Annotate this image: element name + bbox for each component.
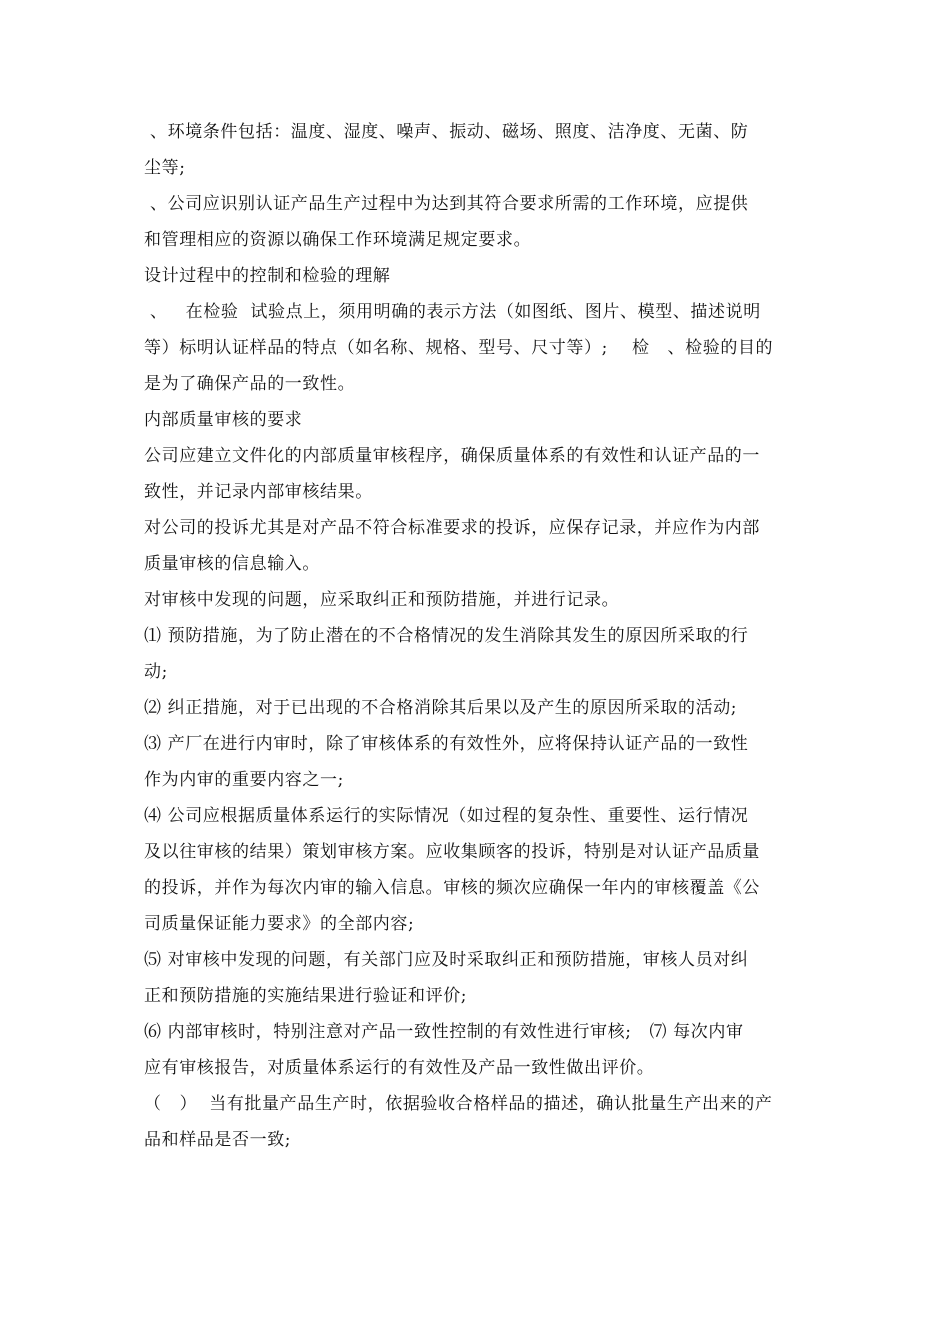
list-item: ⑹ 内部审核时，特别注意对产品一致性控制的有效性进行审核; ⑺ 每次内审 xyxy=(144,1022,744,1042)
text-line: 对公司的投诉尤其是对产品不符合标准要求的投诉，应保存记录，并应作为内部 xyxy=(144,518,760,538)
text-line: 等）标明认证样品的特点（如名称、规格、型号、尺寸等）; 检 、检验的目的 xyxy=(144,338,774,358)
text-line: 尘等; xyxy=(144,158,186,178)
section-heading: 内部质量审核的要求 xyxy=(144,410,303,430)
section-heading: 设计过程中的控制和检验的理解 xyxy=(144,266,391,286)
text-line: 公司应建立文件化的内部质量审核程序，确保质量体系的有效性和认证产品的一 xyxy=(144,446,760,466)
text-line: 的投诉，并作为每次内审的输入信息。审核的频次应确保一年内的审核覆盖《公 xyxy=(144,878,760,898)
text-line: 致性，并记录内部审核结果。 xyxy=(144,482,373,502)
text-line: 司质量保证能力要求》的全部内容; xyxy=(144,914,415,934)
list-item: ⑴ 预防措施，为了防止潜在的不合格情况的发生消除其发生的原因所采取的行 xyxy=(144,626,749,646)
text-line: 质量审核的信息输入。 xyxy=(144,554,320,574)
list-item: ⑶ 产厂在进行内审时，除了审核体系的有效性外，应将保持认证产品的一致性 xyxy=(144,734,749,754)
text-line: 、 在检验 试验点上，须用明确的表示方法（如图纸、图片、模型、描述说明 xyxy=(144,302,761,322)
list-item: ⑵ 纠正措施，对于已出现的不合格消除其后果以及产生的原因所采取的活动; xyxy=(144,698,738,718)
text-line: 、环境条件包括：温度、湿度、噪声、振动、磁场、照度、洁净度、无菌、防 xyxy=(144,122,749,142)
text-line: 对审核中发现的问题，应采取纠正和预防措施，并进行记录。 xyxy=(144,590,620,610)
text-line: 及以往审核的结果）策划审核方案。应收集顾客的投诉，特别是对认证产品质量 xyxy=(144,842,760,862)
list-item: ⑸ 对审核中发现的问题，有关部门应及时采取纠正和预防措施，审核人员对纠 xyxy=(144,950,749,970)
text-line: 动; xyxy=(144,662,168,682)
text-line: 是为了确保产品的一致性。 xyxy=(144,374,356,394)
text-line: 作为内审的重要内容之一; xyxy=(144,770,344,790)
document-body xyxy=(144,114,814,1158)
text-line: 应有审核报告，对质量体系运行的有效性及产品一致性做出评价。 xyxy=(144,1058,655,1078)
text-line: 、公司应识别认证产品生产过程中为达到其符合要求所需的工作环境，应提供 xyxy=(144,194,749,214)
text-line: 正和预防措施的实施结果进行验证和评价; xyxy=(144,986,468,1006)
list-item: （ ） 当有批量产品生产时，依据验收合格样品的描述，确认批量生产出来的产 xyxy=(144,1094,773,1114)
list-item: ⑷ 公司应根据质量体系运行的实际情况（如过程的复杂性、重要性、运行情况 xyxy=(144,806,749,826)
text-line: 品和样品是否一致; xyxy=(144,1130,292,1150)
text-line: 和管理相应的资源以确保工作环境满足规定要求。 xyxy=(144,230,532,250)
